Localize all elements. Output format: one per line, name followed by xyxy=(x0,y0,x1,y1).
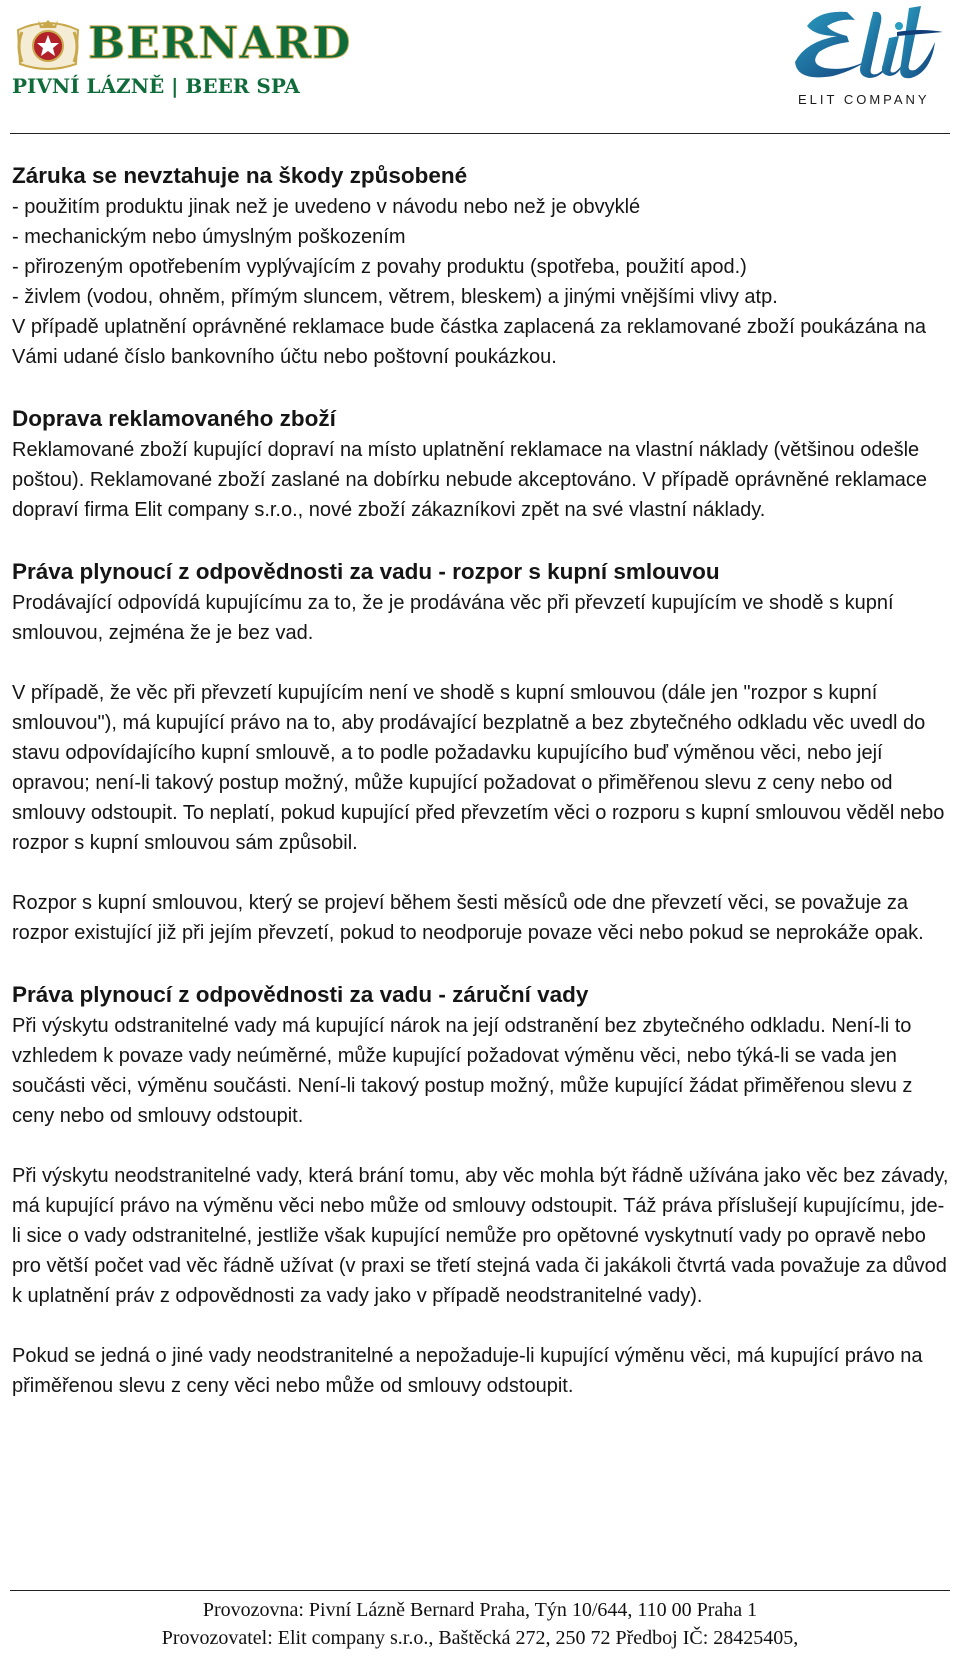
section-heading: Doprava reklamovaného zboží xyxy=(12,406,336,431)
paragraph: Reklamované zboží kupující dopraví na místo uplatnění reklamace na vlastní náklady (většinou odešle poštou). Reklamované zboží zaslané na dobírku nebude akceptováno. V případě oprávněné reklamace dopraví firma Elit company s.r.o., nové zboží zákazníkovi zpět na své vlastní náklady. xyxy=(12,439,928,521)
list-item: - použitím produktu jinak než je uvedeno v návodu nebo než je obvyklé xyxy=(12,196,641,218)
footer-divider xyxy=(10,1590,950,1591)
section-heading: Práva plynoucí z odpovědnosti za vadu - rozpor s kupní smlouvou xyxy=(12,559,720,584)
list-item: - živlem (vodou, ohněm, přímým sluncem, větrem, bleskem) a jinými vnějšími vlivy atp. xyxy=(12,286,778,308)
section-heading: Práva plynoucí z odpovědnosti za vadu - záruční vady xyxy=(12,982,589,1007)
paragraph: Při výskytu neodstranitelné vady, která brání tomu, aby věc mohla být řádně užívána jako věc bez závady, má kupující právo na výměnu věci nebo může od smlouvy odstoupit. Táž práva příslušejí kupujícímu, jde-li sice o vady odstranitelné, jestliže však kupující nemůže pro opětovné vyskytnutí vady po opravě nebo pro větší počet vad věc řádně užívat (v praxi se třetí stejná vada či jakákoli čtvrtá vada považuje za důvod k uplatnění práv z odpovědnosti za vady jako v případě neodstranitelné vady). xyxy=(12,1165,949,1307)
paragraph: Pokud se jedná o jiné vady neodstranitelné a nepožaduje-li kupující výměnu věci, má kupující právo na přiměřenou slevu z ceny věci nebo může od smlouvy odstoupit. xyxy=(12,1345,923,1397)
bernard-tagline: PIVNÍ LÁZNĚ | BEER SPA xyxy=(12,74,300,98)
footer-operator-line: Provozovatel: Elit company s.r.o., Baštěcká 272, 250 72 Předboj IČ: 28425405, xyxy=(161,1627,799,1649)
bernard-crest-icon xyxy=(12,16,84,74)
paragraph: Prodávající odpovídá kupujícímu za to, že je prodávána věc při převzetí kupujícím ve shodě s kupní smlouvou, zejména že je bez vad. xyxy=(12,592,894,644)
header-divider xyxy=(10,133,950,134)
list-item: - mechanickým nebo úmyslným poškozením xyxy=(12,226,406,248)
page-footer xyxy=(0,1596,960,1652)
bernard-logo xyxy=(10,12,352,102)
page-header xyxy=(0,0,960,135)
list-item: - přirozeným opotřebením vyplývajícím z povahy produktu (spotřeba, použití apod.) xyxy=(12,256,747,278)
elit-logo xyxy=(780,2,950,112)
footer-address-line: Provozovna: Pivní Lázně Bernard Praha, Týn 10/644, 110 00 Praha 1 xyxy=(202,1599,758,1621)
elit-caption: ELIT COMPANY xyxy=(798,92,930,107)
bernard-brand: BERNARD xyxy=(88,18,352,69)
document-body xyxy=(12,160,950,1401)
section-heading: Záruka se nevztahuje na škody způsobené xyxy=(12,163,468,188)
paragraph: Při výskytu odstranitelné vady má kupující nárok na její odstranění bez zbytečného odkladu. Není-li to vzhledem k povaze vady neúměrné, může kupující požadovat výměnu věci, nebo týká-li se vada jen součásti věci, výměnu součásti. Není-li takový postup možný, může kupující žádat přiměřenou slevu z ceny nebo od smlouvy odstoupit. xyxy=(12,1015,913,1127)
paragraph: V případě, že věc při převzetí kupujícím není ve shodě s kupní smlouvou (dále jen "rozpor s kupní smlouvou"), má kupující právo na to, aby prodávající bezplatně a bez zbytečného odkladu věc uvedl do stavu odpovídajícího kupní smlouvě, a to podle požadavku kupujícího buď výměnou věci, nebo její opravou; není-li takový postup možný, může kupující požadovat o přiměřenou slevu z ceny nebo od smlouvy odstoupit. To neplatí, pokud kupující před převzetím věci o rozporu s kupní smlouvou věděl nebo rozpor s kupní smlouvou sám způsobil. xyxy=(12,682,945,854)
elit-script-logo-icon xyxy=(785,2,945,92)
paragraph: V případě uplatnění oprávněné reklamace bude částka zaplacená za reklamované zboží poukázána na Vámi udané číslo bankovního účtu nebo poštovní poukázkou. xyxy=(12,316,926,368)
paragraph: Rozpor s kupní smlouvou, který se projeví během šesti měsíců ode dne převzetí věci, se považuje za rozpor existující již při jejím převzetí, pokud to neodporuje povaze věci nebo pokud se neprokáže opak. xyxy=(12,892,924,944)
